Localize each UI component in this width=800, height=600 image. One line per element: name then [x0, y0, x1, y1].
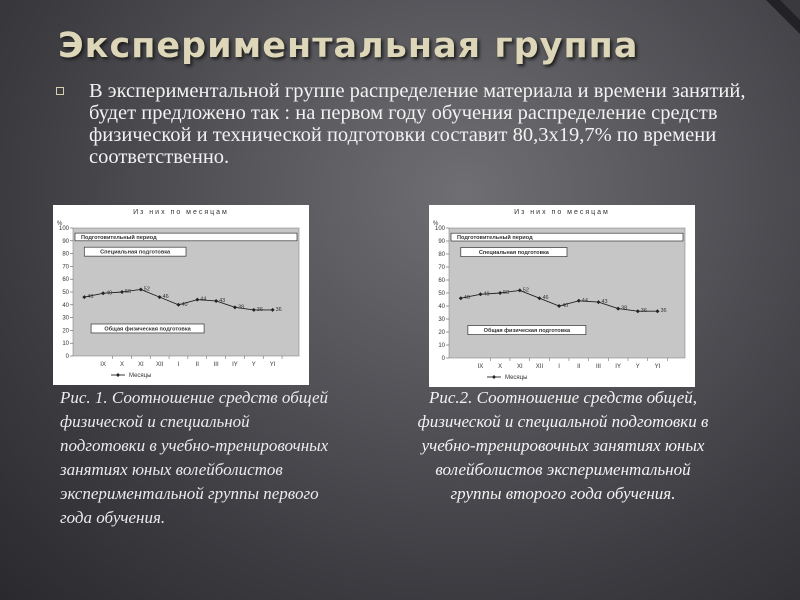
x-tick-label: IY: [232, 362, 238, 368]
data-label: 52: [522, 287, 529, 294]
y-tick-label: 20: [62, 328, 69, 335]
legend-marker: [492, 375, 496, 379]
data-label: 50: [503, 290, 510, 296]
y-tick-label: 60: [62, 277, 69, 284]
x-tick-label: XI: [516, 364, 523, 370]
x-tick-label: X: [498, 364, 503, 370]
y-tick-label: 70: [438, 265, 445, 271]
chart-svg: [53, 205, 309, 385]
data-label: 43: [601, 299, 608, 306]
box-special-training-label: Специальная подготовка: [100, 249, 171, 256]
y-tick-label: 80: [62, 251, 69, 258]
y-tick-label: 40: [438, 304, 445, 310]
x-tick-label: II: [577, 364, 581, 370]
data-label: 46: [162, 294, 169, 301]
chart-svg: [429, 205, 695, 387]
x-tick-label: Y: [635, 364, 640, 370]
data-label: 44: [200, 296, 207, 303]
x-tick-label: XI: [137, 362, 144, 368]
data-label: 46: [87, 294, 94, 301]
x-tick-label: YI: [654, 364, 661, 370]
y-tick-label: 90: [438, 239, 445, 245]
y-tick-label: 50: [62, 290, 69, 296]
x-tick-label: X: [119, 362, 124, 368]
y-tick-label: 50: [438, 291, 445, 297]
x-tick-label: III: [213, 362, 219, 368]
box-general-physical-training-label: Общая физическая подготовка: [483, 328, 571, 335]
legend-label: Месяцы: [129, 373, 152, 379]
box-preparatory-period-label: Подготовительный период: [81, 234, 157, 241]
data-label: 36: [660, 308, 667, 315]
data-label: 36: [275, 306, 282, 313]
slide-corner-decoration-inner: [780, 0, 800, 20]
y-tick-label: 10: [438, 343, 445, 349]
data-label: 36: [640, 308, 647, 315]
data-label: 43: [219, 297, 226, 304]
y-tick-label: 30: [438, 317, 445, 323]
data-label: 46: [542, 295, 549, 302]
y-tick-label: 100: [58, 226, 69, 232]
x-tick-label: XII: [535, 364, 544, 370]
x-tick-label: Y: [251, 362, 256, 368]
x-tick-label: YI: [269, 362, 276, 368]
y-tick-label: 90: [62, 238, 69, 245]
y-tick-label: 0: [65, 354, 69, 360]
box-general-physical-training-label: Общая физическая подготовка: [104, 326, 191, 333]
data-label: 49: [483, 291, 490, 298]
slide-title: Экспериментальная группа: [58, 26, 639, 66]
data-label: 52: [143, 286, 150, 293]
data-label: 49: [106, 290, 113, 297]
y-tick-label: 70: [62, 264, 69, 271]
bullet-item: [56, 80, 756, 168]
data-label: 38: [621, 305, 628, 312]
x-tick-label: III: [595, 364, 601, 370]
y-tick-label: 20: [438, 330, 445, 336]
x-tick-label: II: [195, 362, 199, 368]
figure-1-chart: [53, 205, 309, 385]
data-label: 44: [581, 297, 588, 304]
figure-1-caption: Рис. 1. Соотношение средств общей физической и специальной подготовки в учебно-тренировочных занятиях юных волейболистов экспериментальной группы первого года обучения.: [60, 388, 329, 527]
x-tick-label: IX: [100, 362, 106, 368]
chart-title: Из них по месяцам: [133, 209, 229, 216]
y-tick-label: 10: [62, 341, 69, 348]
y-tick-label: 30: [62, 315, 69, 322]
data-label: 40: [181, 301, 188, 308]
box-preparatory-period-label: Подготовительный период: [457, 235, 533, 242]
bullet-text: В экспериментальной группе распределение материала и времени занятий, будет предложено так : на первом году обучения распределение средств физической и технической подготовки составит 80,3x19,7% по времени соответственно.: [89, 80, 746, 168]
y-tick-label: 80: [438, 252, 445, 258]
y-tick-label: 0: [441, 356, 445, 362]
data-label: 36: [256, 306, 263, 313]
y-axis-label: %: [57, 221, 63, 227]
data-label: 50: [124, 289, 132, 295]
y-axis-label: %: [433, 221, 439, 227]
x-tick-label: IY: [615, 364, 621, 370]
y-tick-label: 40: [62, 302, 69, 309]
x-tick-label: I: [177, 362, 180, 368]
legend-marker: [116, 373, 120, 377]
chart-title: Из них по месяцам: [514, 209, 610, 216]
x-tick-label: IX: [477, 364, 484, 370]
data-label: 38: [237, 304, 245, 311]
x-tick-label: I: [558, 364, 560, 370]
x-tick-label: XII: [155, 362, 164, 368]
data-label: 46: [463, 295, 470, 302]
box-special-training-label: Специальная подготовка: [478, 250, 549, 257]
y-tick-label: 100: [434, 226, 445, 232]
data-label: 40: [562, 303, 569, 309]
legend-label: Месяцы: [505, 375, 528, 381]
square-bullet-icon: [56, 87, 64, 95]
figure-2-caption: Рис.2. Соотношение средств общей, физической и специальной подготовки в учебно-тренировочных занятиях юных волейболистов экспериментальной группы второго года обучения.: [417, 388, 709, 503]
figure-2-chart: [429, 205, 695, 387]
y-tick-label: 60: [438, 278, 445, 284]
